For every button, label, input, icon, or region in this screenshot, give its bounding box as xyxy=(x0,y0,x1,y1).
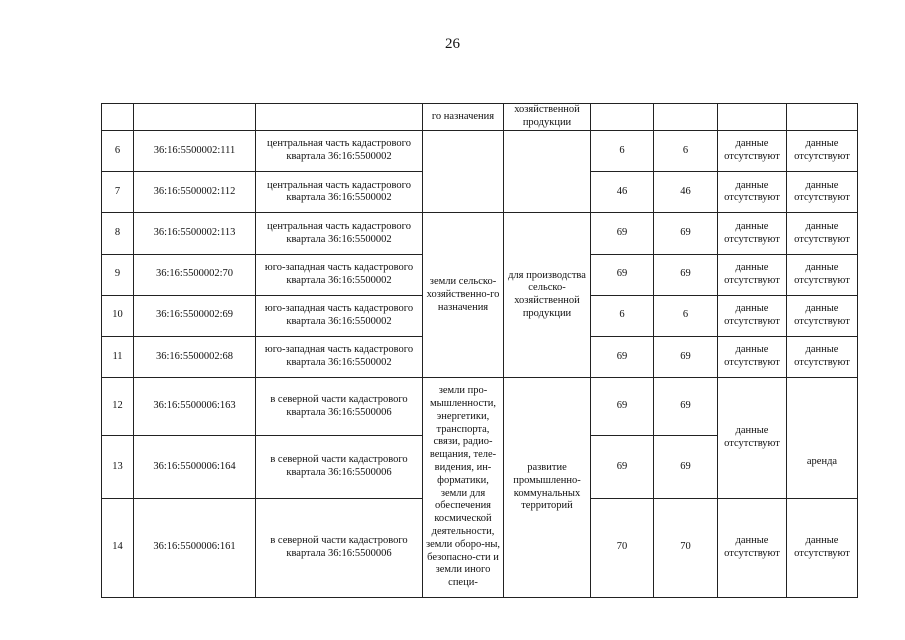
cadastre-number-cell: 36:16:5500002:111 xyxy=(134,131,256,172)
page-number: 26 xyxy=(445,36,460,52)
area-cell: 69 xyxy=(654,436,718,498)
area-cell: 46 xyxy=(654,172,718,213)
table-cell xyxy=(256,104,423,131)
use-cell-agri: для производства сельско-хозяйственной продукции xyxy=(504,213,591,378)
col9-cell: данные отсутствуют xyxy=(787,213,858,254)
col9-cell: данные отсутствуют xyxy=(787,254,858,295)
location-cell: юго-западная часть кадастрового квартала 36:16:5500002 xyxy=(256,336,423,377)
table-row xyxy=(102,378,858,436)
col9-cell: данные отсутствуют xyxy=(787,336,858,377)
cadastre-number-cell: 36:16:5500006:164 xyxy=(134,436,256,498)
area-cell: 69 xyxy=(654,378,718,436)
use-cell-empty xyxy=(504,131,591,213)
location-cell: центральная часть кадастрового квартала 36:16:5500002 xyxy=(256,172,423,213)
area-cell: 6 xyxy=(591,131,654,172)
row-number-cell: 8 xyxy=(102,213,134,254)
table-row xyxy=(102,213,858,254)
table-cell xyxy=(134,104,256,131)
area-cell: 69 xyxy=(591,336,654,377)
table-cell xyxy=(787,104,858,131)
cadastre-number-cell: 36:16:5500002:70 xyxy=(134,254,256,295)
location-cell: центральная часть кадастрового квартала 36:16:5500002 xyxy=(256,131,423,172)
area-cell: 6 xyxy=(654,131,718,172)
cadastre-number-cell: 36:16:5500006:163 xyxy=(134,378,256,436)
col9-cell: данные отсутствуют xyxy=(787,172,858,213)
location-cell: в северной части кадастрового квартала 36:16:5500006 xyxy=(256,498,423,597)
cadastre-number-cell: 36:16:5500002:113 xyxy=(134,213,256,254)
col8-cell: данные отсутствуют xyxy=(718,295,787,336)
col8-cell: данные отсутствуют xyxy=(718,498,787,597)
location-cell: в северной части кадастрового квартала 36:16:5500006 xyxy=(256,436,423,498)
location-cell: центральная часть кадастрового квартала 36:16:5500002 xyxy=(256,213,423,254)
location-cell: юго-западная часть кадастрового квартала 36:16:5500002 xyxy=(256,295,423,336)
area-cell: 6 xyxy=(654,295,718,336)
area-cell: 70 xyxy=(654,498,718,597)
col8-cell: данные отсутствуют xyxy=(718,254,787,295)
location-cell: юго-западная часть кадастрового квартала 36:16:5500002 xyxy=(256,254,423,295)
row-number-cell: 10 xyxy=(102,295,134,336)
area-cell: 69 xyxy=(654,336,718,377)
use-cell-industry: развитие промышленно-коммунальных территорий xyxy=(504,378,591,598)
col8-cell: данные отсутствуют xyxy=(718,131,787,172)
area-cell: 6 xyxy=(591,295,654,336)
col9-cell: данные отсутствуют xyxy=(787,131,858,172)
cadastre-number-cell: 36:16:5500006:161 xyxy=(134,498,256,597)
table-cell xyxy=(654,104,718,131)
area-cell: 69 xyxy=(591,254,654,295)
land-plots-table xyxy=(101,103,858,598)
category-cell-industry: земли про-мышленности, энергетики, транспорта, связи, радио-вещания, теле-видения, ин-форматики, земли для обеспечения космической деятельности, земли оборо-ны, безопасно-сти и земли иного специ- xyxy=(423,378,504,598)
area-cell: 46 xyxy=(591,172,654,213)
row-number-cell: 14 xyxy=(102,498,134,597)
row-number-cell: 7 xyxy=(102,172,134,213)
row-number-cell: 6 xyxy=(102,131,134,172)
category-cell-empty xyxy=(423,131,504,213)
row-number-cell: 13 xyxy=(102,436,134,498)
area-cell: 70 xyxy=(591,498,654,597)
cadastre-number-cell: 36:16:5500002:112 xyxy=(134,172,256,213)
col9-merged-cell: аренда xyxy=(787,378,858,498)
table-row-continuation xyxy=(102,104,858,131)
col8-cell: данные отсутствуют xyxy=(718,172,787,213)
use-continuation-cell: хозяйственной продукции xyxy=(504,104,591,131)
cadastre-number-cell: 36:16:5500002:69 xyxy=(134,295,256,336)
area-cell: 69 xyxy=(654,213,718,254)
area-cell: 69 xyxy=(591,436,654,498)
category-continuation-cell: го назначения xyxy=(423,104,504,131)
table-cell xyxy=(591,104,654,131)
col8-merged-cell: данные отсутствуют xyxy=(718,378,787,498)
row-number-cell: 9 xyxy=(102,254,134,295)
category-cell-agri: земли сельско-хозяйственно-го назначения xyxy=(423,213,504,378)
table-row xyxy=(102,131,858,172)
cadastre-number-cell: 36:16:5500002:68 xyxy=(134,336,256,377)
location-cell: в северной части кадастрового квартала 36:16:5500006 xyxy=(256,378,423,436)
table-cell xyxy=(718,104,787,131)
col9-cell: данные отсутствуют xyxy=(787,498,858,597)
col8-cell: данные отсутствуют xyxy=(718,213,787,254)
area-cell: 69 xyxy=(591,378,654,436)
row-number-cell: 11 xyxy=(102,336,134,377)
row-number-cell: 12 xyxy=(102,378,134,436)
col9-cell: данные отсутствуют xyxy=(787,295,858,336)
area-cell: 69 xyxy=(654,254,718,295)
area-cell: 69 xyxy=(591,213,654,254)
table-cell xyxy=(102,104,134,131)
col8-cell: данные отсутствуют xyxy=(718,336,787,377)
